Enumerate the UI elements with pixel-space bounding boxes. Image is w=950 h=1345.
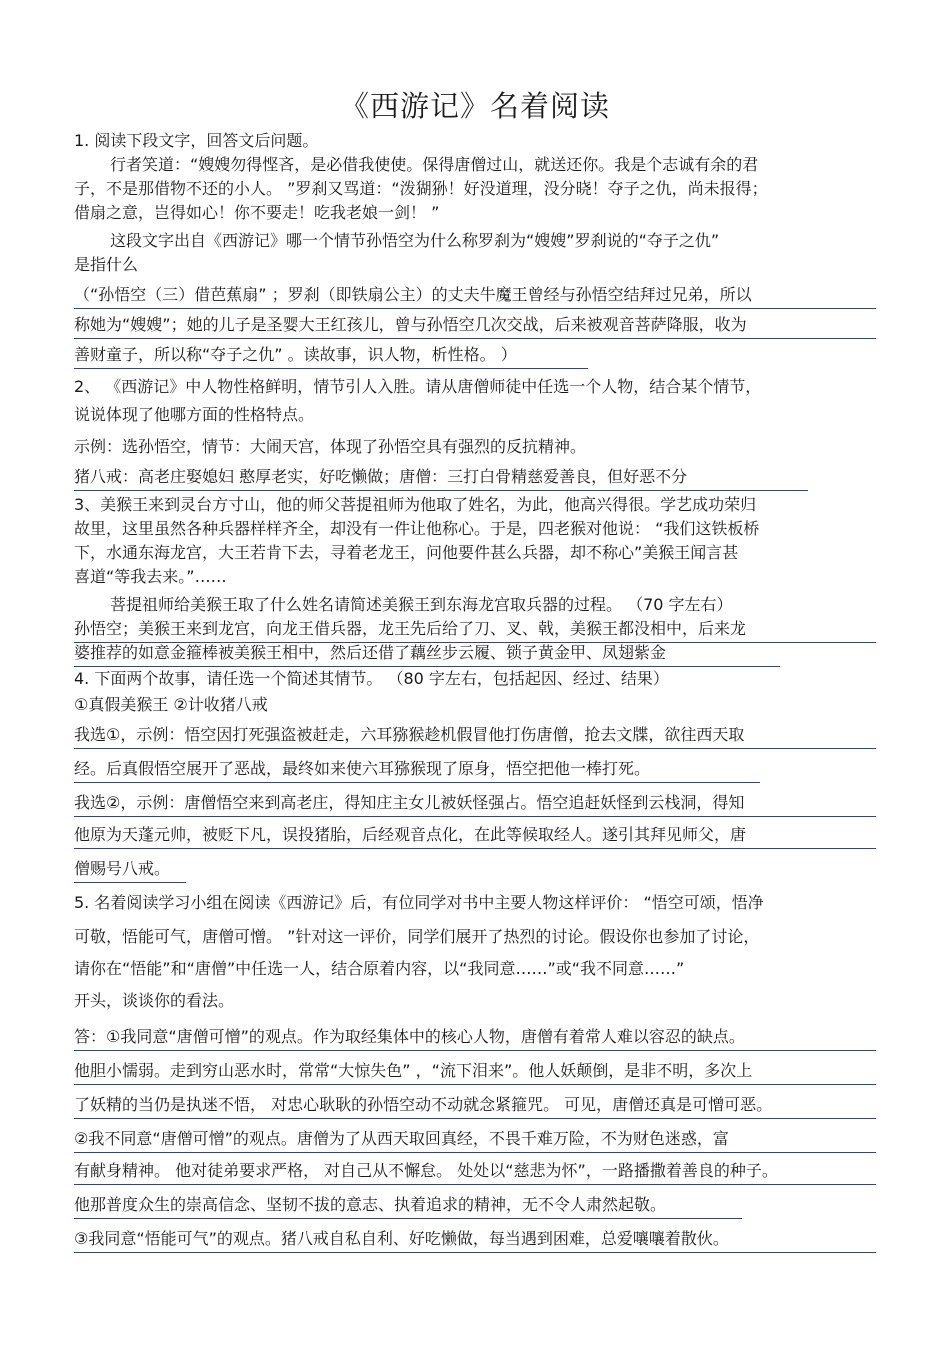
story-options: ①真假美猴王 ②计收猪八戒: [74, 695, 268, 714]
question-line: 请你在“悟能”和“唐僧”中任选一人，结合原着内容，以“我同意……”或“我不同意……”: [74, 959, 685, 978]
passage-line: 借扇之意，岂得如心！你不要走！吃我老娘一剑！ ”: [74, 203, 440, 222]
question-2-prompt: 2、 《西游记》中人物性格鲜明，情节引人入胜。请从唐僧师徒中任选一个人物，结合某个情节，: [74, 377, 762, 396]
passage-line: 子，不是那借物不还的小人。 ”罗刹又骂道：“泼猢狲！好没道理，没分晓！夺子之仇，尚未报得；: [74, 179, 768, 198]
answer-line: 我选②，示例：唐僧悟空来到高老庄，得知庄主女儿被妖怪强占。悟空追赶妖怪到云栈洞，得知: [74, 792, 876, 817]
answer-line: 他原为天蓬元帅，被贬下凡，误投猪胎，后经观音点化，在此等候取经人。遂引其拜见师父，唐: [74, 824, 876, 849]
question-line: 菩提祖师给美猴王取了什么姓名请简述美猴王到东海龙宫取兵器的过程。 （70 字左右）: [110, 595, 733, 614]
example-line: 示例：选孙悟空，情节：大闹天宫，体现了孙悟空具有强烈的反抗精神。: [74, 437, 587, 456]
answer-line: 婆推荐的如意金箍棒被美猴王相中，然后还借了藕丝步云履、锁子黄金甲、凤翅紫金: [74, 642, 780, 667]
document-title: 《西游记》名着阅读: [339, 89, 610, 123]
question-5-prompt: 5. 名着阅读学习小组在阅读《西游记》后，有位同学对书中主要人物这样评价： “悟空可颂，悟净: [74, 893, 764, 912]
answer-line: 僧赐号八戒。: [74, 858, 186, 883]
question-4-prompt: 4. 下面两个故事，请任选一个简述其情节。 （80 字左右，包括起因、经过、结果）: [74, 669, 669, 688]
question-3-prompt: 3、美猴王来到灵台方寸山，他的师父菩提祖师为他取了姓名，为此，他高兴得很。学艺成功荣归: [74, 495, 757, 514]
answer-line: 善财童子，所以称“夺子之仇” 。读故事，识人物，析性格。 ）: [74, 344, 588, 369]
answer-line: 他那普度众生的崇高信念、坚韧不拔的意志、执着追求的精神，无不令人肃然起敬。: [74, 1194, 742, 1219]
answer-line: 猪八戒：高老庄娶媳妇 憨厚老实，好吃懒做；唐僧：三打白骨精慈爱善良，但好恶不分: [74, 466, 808, 491]
answer-line: （“孙悟空（三）借芭蕉扇” ；罗刹（即铁扇公主）的丈夫牛魔王曾经与孙悟空结拜过兄弟，所以: [74, 284, 876, 309]
answer-line: 经。后真假悟空展开了恶战，最终如来使六耳猕猴现了原身，悟空把他一棒打死。: [74, 758, 760, 783]
answer-line: 孙悟空；美猴王来到龙宫，向龙王借兵器，龙王先后给了刀、叉、戟，美猴王都没相中，后来龙: [74, 618, 876, 643]
answer-line: 有献身精神。 他对徒弟要求严格， 对自己从不懈怠。 处处以“慈悲为怀”，一路播撒着善良的种子。: [74, 1160, 876, 1185]
question-line: 可敬，悟能可气，唐僧可憎。 ”针对这一评价，同学们展开了热烈的讨论。假设你也参加了讨论，: [74, 927, 760, 946]
passage-line: 行者笑道：“嫂嫂勿得悭吝，是必借我使使。保得唐僧过山，就送还你。我是个志诚有余的君: [110, 155, 759, 174]
answer-line: ②我不同意“唐僧可憎”的观点。唐僧为了从西天取回真经，不畏千难万险，不为财色迷惑，富: [74, 1128, 876, 1153]
question-1-prompt: 1. 阅读下段文字，回答文后问题。: [74, 131, 319, 150]
passage-line: 喜道“等我去来。”……: [74, 567, 227, 586]
answer-line: 他胆小懦弱。走到穷山恶水时，常常“大惊失色” ，“流下泪来”。他人妖颠倒，是非不明，多次上: [74, 1060, 876, 1085]
question-line: 这段文字出自《西游记》哪一个情节孙悟空为什么称罗刹为“嫂嫂”罗刹说的“夺子之仇”: [110, 231, 720, 250]
answer-line: 了妖精的当仍是执迷不悟， 对忠心耿耿的孙悟空动不动就念紧箍咒。 可见，唐僧还真是可憎可恶。: [74, 1094, 876, 1119]
answer-line: ③我同意“悟能可气”的观点。猪八戒自私自利、好吃懒做，每当遇到困难，总爱嚷嚷着散伙。: [74, 1228, 876, 1253]
question-line: 说说体现了他哪方面的性格特点。: [74, 405, 315, 424]
question-line: 开头，谈谈你的看法。: [74, 991, 235, 1010]
answer-line: 称她为“嫂嫂”；她的儿子是圣婴大王红孩儿，曾与孙悟空几次交战，后来被观音菩萨降服，收为: [74, 314, 876, 339]
passage-line: 下，水通东海龙宫，大王若肯下去，寻着老龙王，问他要件甚么兵器，却不称心”美猴王闻言甚: [74, 543, 739, 562]
passage-line: 故里，这里虽然各种兵器样样齐全，却没有一件让他称心。于是，四老猴对他说： “我们这铁板桥: [74, 519, 760, 538]
answer-line: 答：①我同意“唐僧可憎”的观点。作为取经集体中的核心人物，唐僧有着常人难以容忍的缺点。: [74, 1026, 876, 1051]
question-line: 是指什么: [74, 255, 139, 274]
answer-line: 我选①，示例：悟空因打死强盗被赶走，六耳猕猴趁机假冒他打伤唐僧，抢去文牒，欲往西天取: [74, 724, 876, 749]
